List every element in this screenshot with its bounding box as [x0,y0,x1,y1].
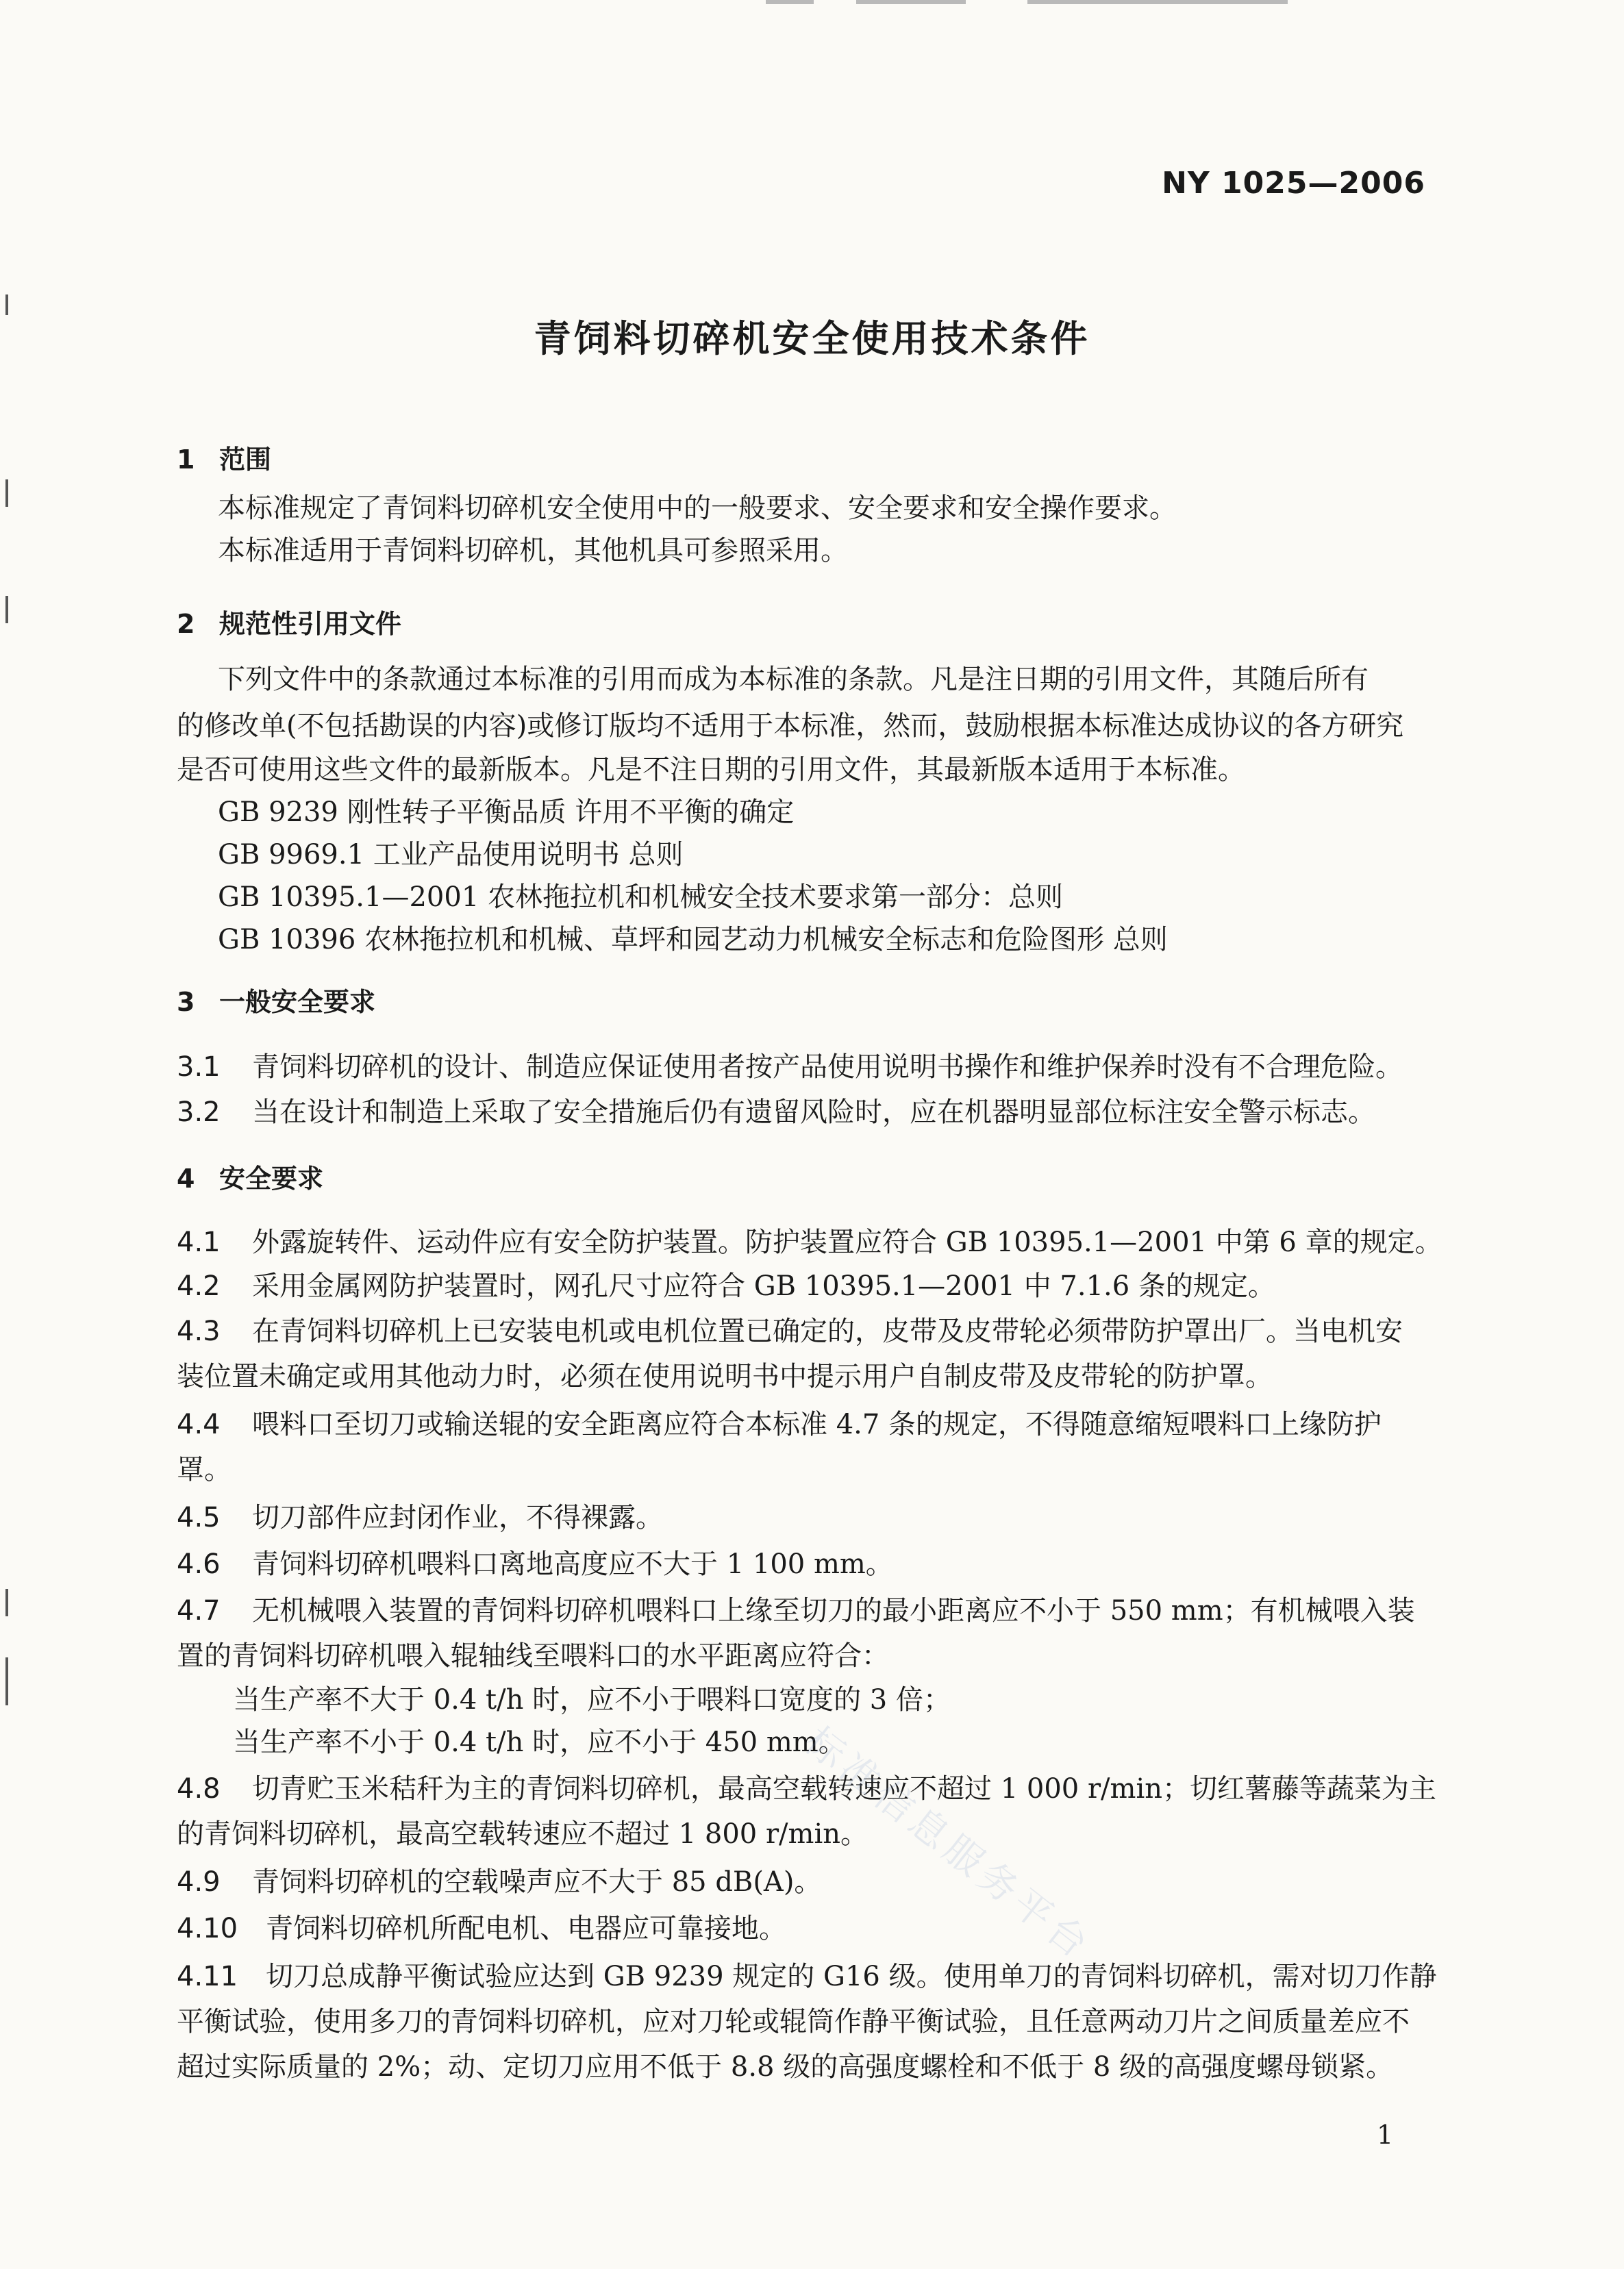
clause-number: 4.8 [177,1773,221,1805]
clause-number: 4.1 [177,1227,221,1258]
watermark: 标准信息服务平台 [796,1718,1101,1970]
clause-text: 在青饲料切碎机上已安装电机或电机位置已确定的，皮带及皮带轮必须带防护罩出厂。当电机安 [252,1316,1403,1347]
clause-text: 切刀部件应封闭作业，不得裸露。 [252,1502,663,1533]
section-number: 2 [177,609,195,639]
clause [177,1861,1444,1903]
document-code: NY 1025—2006 [1162,166,1425,201]
clause-text: 青饲料切碎机的空载噪声应不大于 85 dB(A)。 [252,1866,822,1898]
paragraph-continuation: 的修改单(不包括勘误的内容)或修订版均不适用于本标准，然而，鼓励根据本标准达成协议的各方研究 [177,710,1404,742]
clause-number: 4.5 [177,1502,221,1533]
reference-item: GB 10395.1—2001 农林拖拉机和机械安全技术要求第一部分：总则 [218,881,1063,913]
clause [177,1266,1444,1307]
clause-text: 青饲料切碎机所配电机、电器应可靠接地。 [266,1913,786,1944]
clause-text: 采用金属网防护装置时，网孔尺寸应符合 GB 10395.1—2001 中 7.1.6 条的规定。 [252,1270,1275,1302]
clause-continuation: 超过实际质量的 2%；动、定切刀应用不低于 8.8 级的高强度螺栓和不低于 8 级的高强度螺母锁紧。 [177,2051,1394,2083]
section-title: 一般安全要求 [219,987,376,1017]
paragraph: 本标准规定了青饲料切碎机安全使用中的一般要求、安全要求和安全操作要求。 [218,492,1177,524]
clause-text: 切刀总成静平衡试验应达到 GB 9239 规定的 G16 级。使用单刀的青饲料切碎机，需对切刀作静 [266,1961,1437,1992]
clause-text: 外露旋转件、运动件应有安全防护装置。防护装置应符合 GB 10395.1—2001 中第 6 章的规定。 [252,1227,1442,1258]
clause-number: 4.9 [177,1866,221,1898]
clause-text: 无机械喂入装置的青饲料切碎机喂料口上缘至切刀的最小距离应不小于 550 mm；有机械喂入装 [252,1595,1415,1627]
section-heading [177,438,271,476]
clause-text: 切青贮玉米秸秆为主的青饲料切碎机，最高空载转速应不超过 1 000 r/min；切红薯藤等蔬菜为主 [252,1773,1437,1805]
clause-number: 4.11 [177,1961,238,1992]
clause-continuation: 的青饲料切碎机，最高空载转速应不超过 1 800 r/min。 [177,1818,869,1850]
clause-number: 4.10 [177,1913,238,1944]
clause [177,1908,1444,1949]
clause-continuation: 罩。 [177,1454,232,1485]
scan-artifact [856,0,966,4]
clause-number: 4.3 [177,1316,221,1347]
scan-artifact [1027,0,1288,4]
scan-edge-mark [5,596,8,623]
document-title: 青饲料切碎机安全使用技术条件 [534,317,1090,360]
scan-edge-mark [5,1657,8,1705]
section-heading [177,981,375,1018]
clause-continuation: 平衡试验，使用多刀的青饲料切碎机，应对刀轮或辊筒作静平衡试验，且任意两动刀片之间质量差应不 [177,2006,1410,2038]
clause-text: 青饲料切碎机喂料口离地高度应不大于 1 100 mm。 [252,1549,893,1580]
clause-text: 喂料口至切刀或输送辊的安全距离应符合本标准 4.7 条的规定，不得随意缩短喂料口上缘防护 [252,1409,1382,1440]
clause-number: 3.1 [177,1051,221,1083]
clause [177,1956,1444,1997]
reference-item: GB 9969.1 工业产品使用说明书 总则 [218,839,684,870]
clause-subitem: 当生产率不小于 0.4 t/h 时，应不小于 450 mm。 [233,1727,846,1758]
clause [177,1046,1444,1088]
paragraph: 本标准适用于青饲料切碎机，其他机具可参照采用。 [218,535,848,566]
scan-edge-mark [5,1589,8,1616]
scan-artifact [766,0,814,4]
clause [177,1544,1444,1585]
clause [177,1590,1444,1631]
clause-continuation: 置的青饲料切碎机喂入辊轴线至喂料口的水平距离应符合： [177,1640,889,1672]
clause-continuation: 装位置未确定或用其他动力时，必须在使用说明书中提示用户自制皮带及皮带轮的防护罩。 [177,1361,1273,1392]
clause [177,1497,1444,1538]
paragraph: 下列文件中的条款通过本标准的引用而成为本标准的条款。凡是注日期的引用文件，其随后所有 [218,664,1369,695]
clause [177,1311,1444,1352]
section-number: 4 [177,1164,195,1194]
clause-text: 当在设计和制造上采取了安全措施后仍有遗留风险时，应在机器明显部位标注安全警示标志。 [252,1096,1375,1128]
section-heading [177,603,401,640]
section-title: 规范性引用文件 [219,609,402,639]
clause-number: 4.7 [177,1595,221,1627]
clause [177,1092,1444,1133]
clause-number: 4.6 [177,1549,221,1580]
clause [177,1222,1444,1263]
clause [177,1768,1444,1809]
reference-item: GB 9239 刚性转子平衡品质 许用不平衡的确定 [218,797,795,828]
clause-subitem: 当生产率不大于 0.4 t/h 时，应不小于喂料口宽度的 3 倍； [233,1684,951,1716]
clause-text: 青饲料切碎机的设计、制造应保证使用者按产品使用说明书操作和维护保养时没有不合理危险。 [252,1051,1403,1083]
paragraph-continuation: 是否可使用这些文件的最新版本。凡是不注日期的引用文件，其最新版本适用于本标准。 [177,754,1245,786]
section-title: 范围 [219,444,272,475]
section-title: 安全要求 [219,1164,324,1194]
clause [177,1404,1444,1445]
reference-item: GB 10396 农林拖拉机和机械、草坪和园艺动力机械安全标志和危险图形 总则 [218,924,1168,955]
clause-number: 4.4 [177,1409,221,1440]
page-number: 1 [1377,2120,1394,2150]
clause-number: 4.2 [177,1270,221,1302]
section-heading [177,1157,323,1195]
section-number: 1 [177,444,195,475]
clause-number: 3.2 [177,1096,221,1128]
scan-edge-mark [5,479,8,507]
section-number: 3 [177,987,195,1017]
